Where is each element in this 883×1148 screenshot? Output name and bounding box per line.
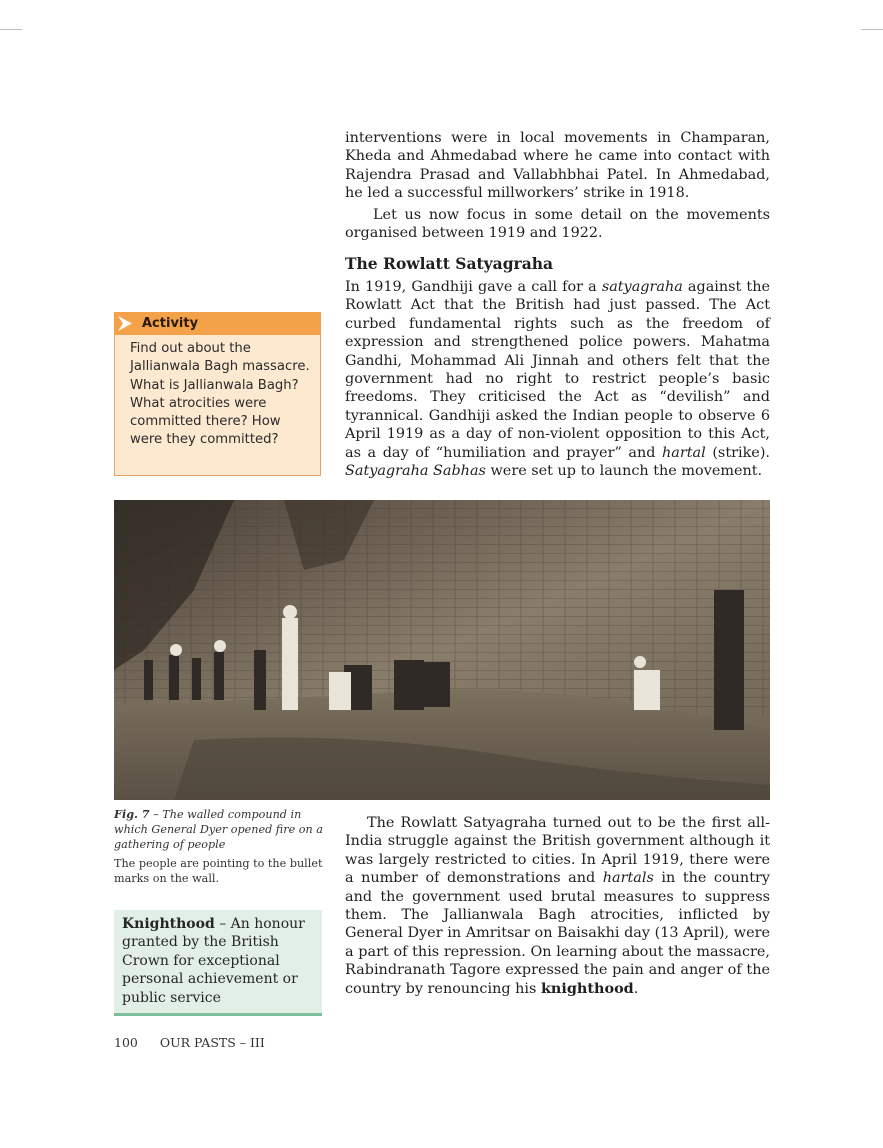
crop-mark-left bbox=[0, 29, 22, 30]
activity-box bbox=[114, 312, 321, 477]
section-heading: The Rowlatt Satyagraha bbox=[345, 254, 554, 273]
text-run: against the Rowlatt Act that the British had just passed. The Act curbed fundamental rights such as the freedom of expression and strengthened police powers. Mahatma Gandhi, Mohammad Ali Jinnah and others felt that the government had no right to restrict people’s basic freedoms. They criticised the Act as “devilish” and tyrannical. Gandhiji asked the Indian people to observe 6 April 1919 as a day of non-violent opposition to this Act, as a day of “humiliation and prayer” and bbox=[345, 279, 770, 461]
text-run-italic: hartal bbox=[662, 444, 706, 461]
paragraph-rowlatt bbox=[345, 278, 770, 480]
text-run: The Rowlatt Satyagraha turned out to be the first all-India struggle against the British government although it was largely restricted to cities. In April 1919, there were a number of demonstrations and bbox=[345, 815, 770, 887]
caption-note: The people are pointing to the bullet marks on the wall. bbox=[114, 857, 323, 885]
text-run: . bbox=[633, 980, 639, 997]
glossary-term: Knighthood bbox=[122, 916, 215, 932]
caption-line bbox=[114, 807, 329, 852]
caption-text: – The walled compound in which General Dyer opened fire on a gathering of people bbox=[114, 808, 323, 851]
paragraph-text: Let us now focus in some detail on the movements organised between 1919 and 1922. bbox=[345, 207, 770, 242]
arrow-icon bbox=[117, 315, 133, 332]
paragraph-focus bbox=[345, 206, 770, 243]
figure-caption bbox=[114, 807, 329, 886]
text-run-italic: Satyagraha Sabhas bbox=[345, 463, 486, 480]
text-run-bold: knighthood bbox=[540, 979, 634, 997]
text-run: In 1919, Gandhiji gave a call for a bbox=[345, 279, 602, 295]
activity-text: Find out about the Jallianwala Bagh massacre. What is Jallianwala Bagh? What atrocities were committed there? How were they committed? bbox=[114, 335, 321, 476]
text-run-italic: satyagraha bbox=[601, 279, 683, 295]
glossary-definition: – An honour granted by the British Crown for exceptional personal achievement or public service bbox=[122, 916, 305, 1006]
activity-label: Activity bbox=[142, 316, 199, 331]
text-run: were set up to launch the movement. bbox=[485, 463, 763, 480]
knighthood-glossary-box bbox=[114, 910, 322, 1016]
paragraph-intro bbox=[345, 129, 770, 203]
text-run-italic: hartals bbox=[602, 870, 654, 887]
page-footer bbox=[114, 1035, 265, 1050]
activity-header bbox=[114, 312, 321, 335]
book-title: OUR PASTS – III bbox=[159, 1035, 265, 1050]
text-run: (strike). bbox=[705, 444, 771, 461]
paragraph-text: interventions were in local movements in Champaran, Kheda and Ahmedabad where he came into contact with Rajendra Prasad and Vallabhbhai Patel. In Ahmedabad, he led a successful millworkers’ strike in 1918. bbox=[345, 130, 770, 202]
figure-label: Fig. 7 bbox=[114, 807, 150, 821]
text-run: in the country and the government used brutal measures to suppress them. The Jallianwala Bagh atrocities, inflicted by General Dyer in Amritsar on Baisakhi day (13 April), were a part of this repression. On learning about the massacre, Rabindranath Tagore expressed the pain and anger of the country by renouncing his bbox=[345, 870, 770, 997]
paragraph-aftermath bbox=[345, 814, 770, 998]
page-number: 100 bbox=[114, 1035, 138, 1050]
jallianwala-bagh-photo bbox=[114, 500, 770, 800]
crop-mark-right bbox=[861, 29, 883, 30]
